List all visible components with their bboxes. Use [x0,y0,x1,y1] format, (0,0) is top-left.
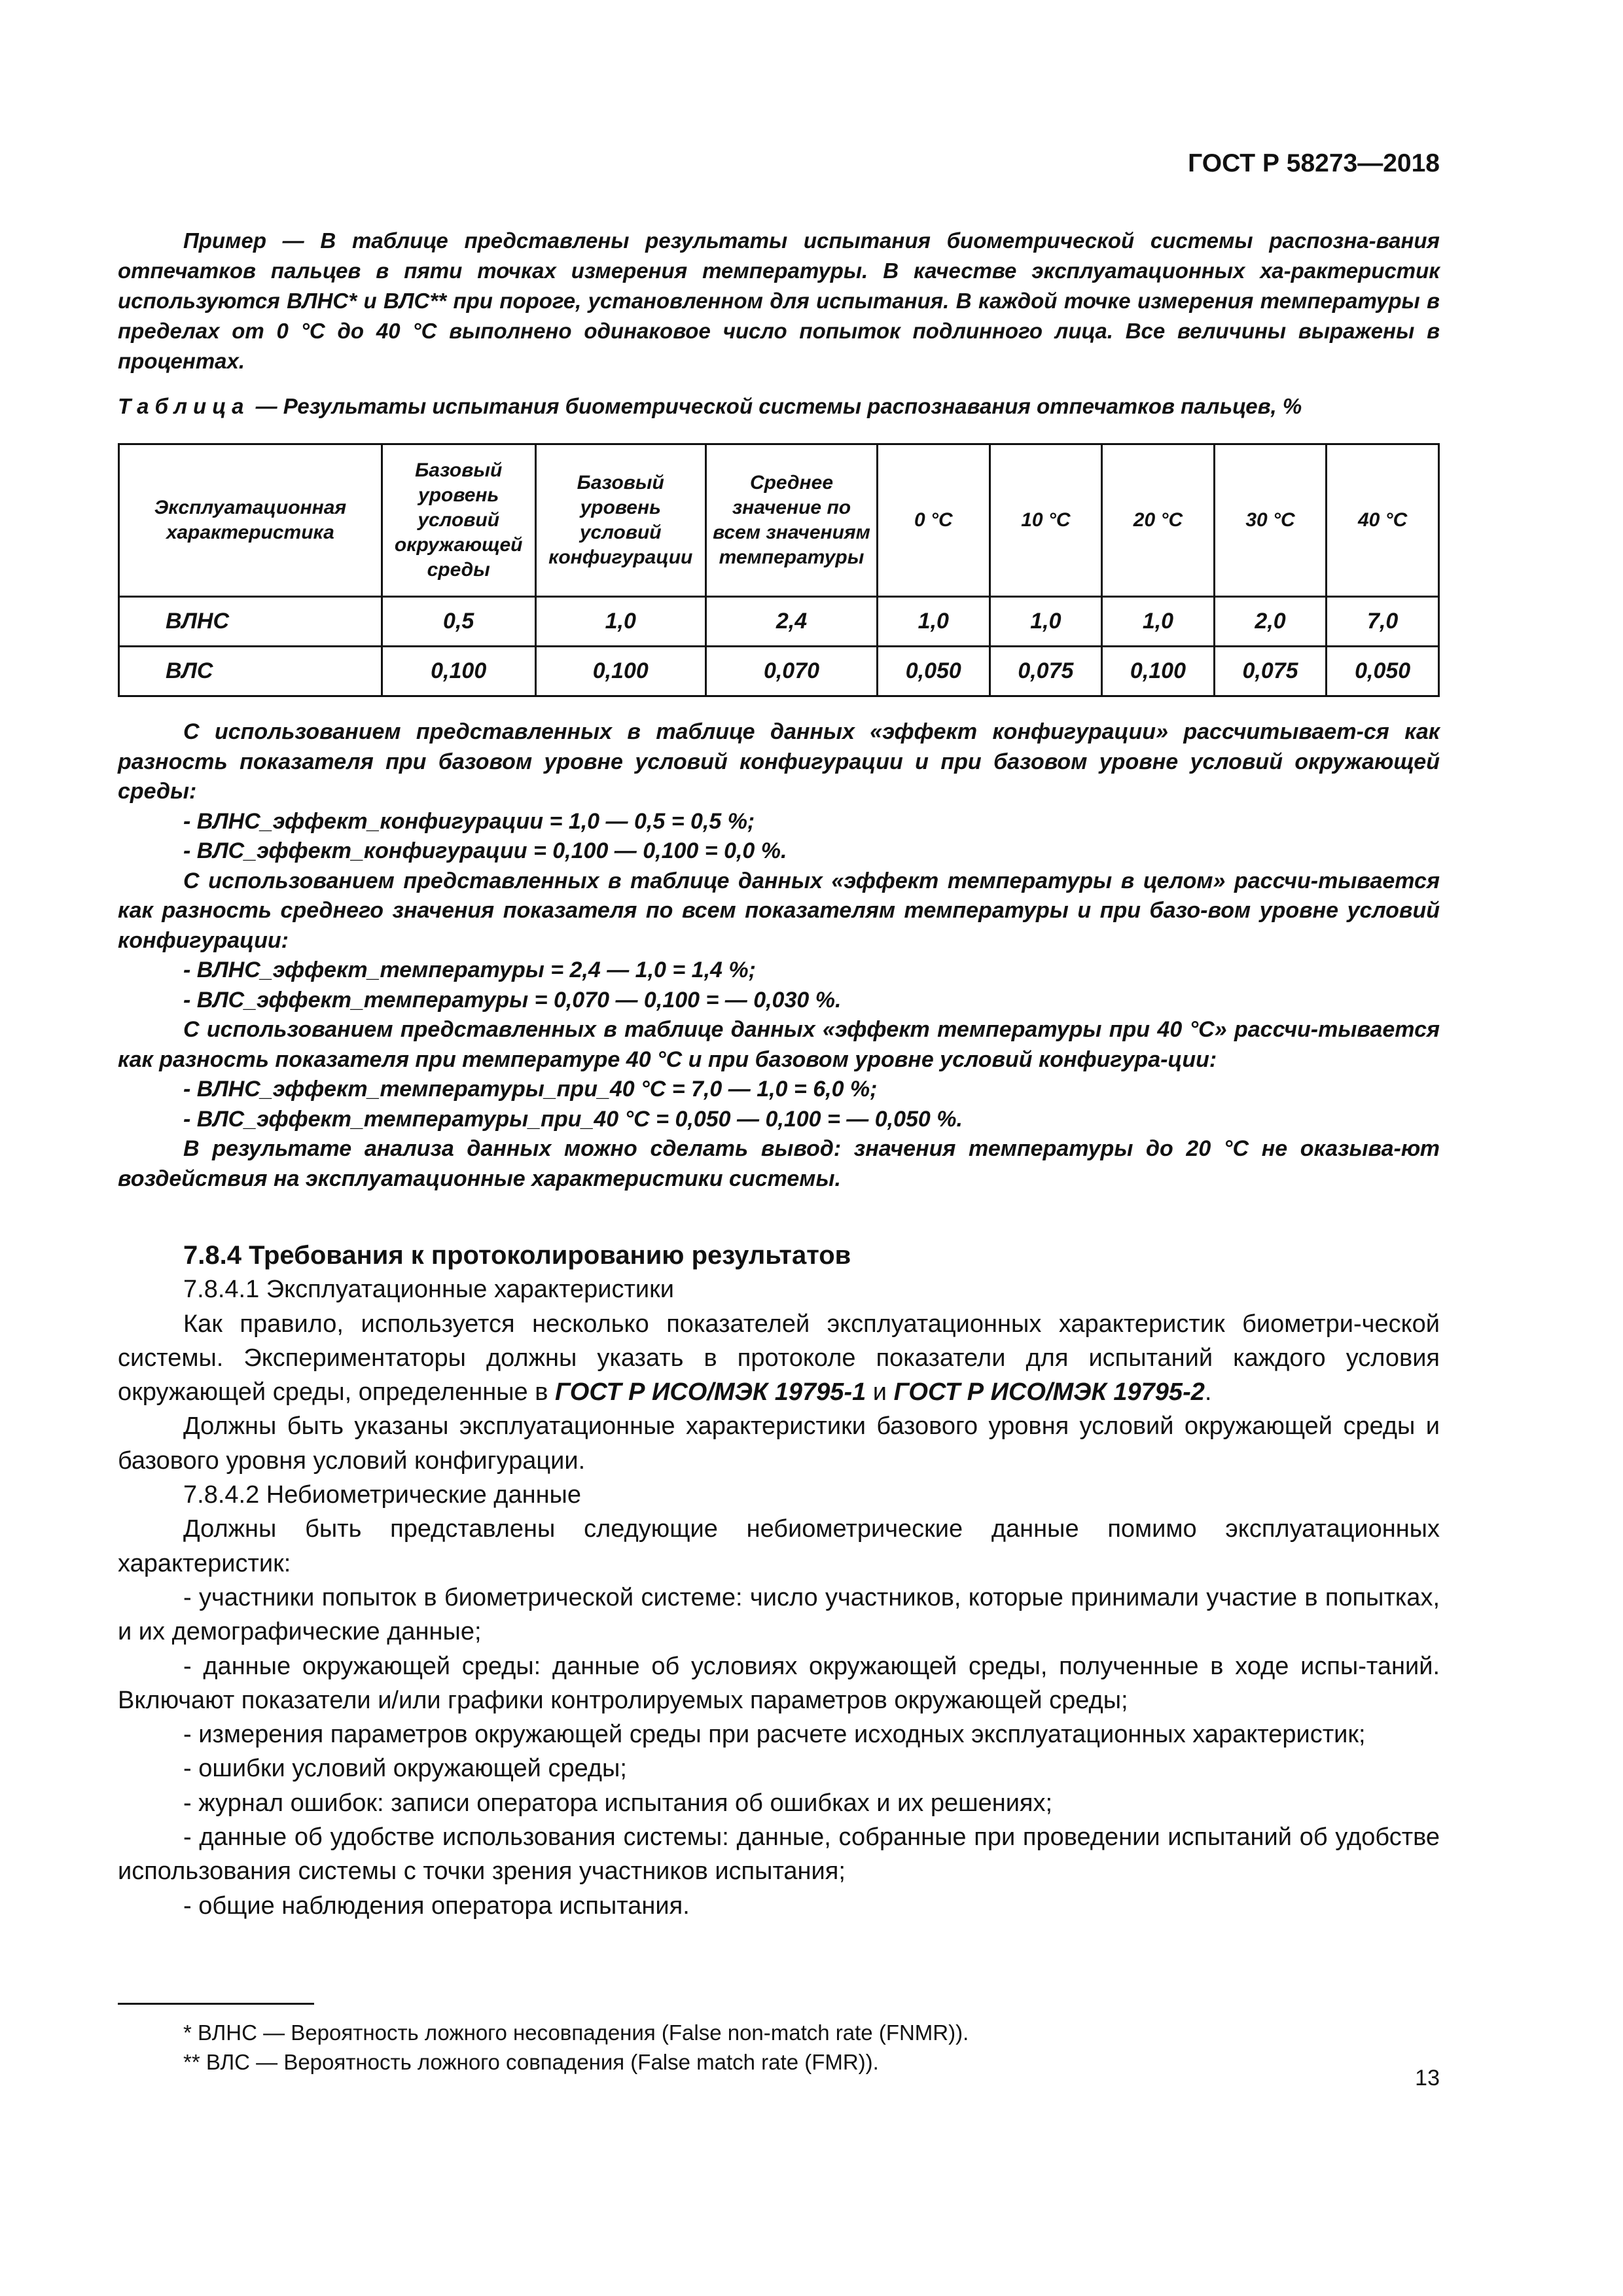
table-cell: 2,4 [705,597,877,647]
table-caption [118,391,1440,422]
header-cell: 0 °С [878,444,990,597]
example-paragraph: Пример — В таблице представлены результаты испытания биометрической системы распозна-вания отпечатков пальцев в пяти точках измерения температуры. В качестве эксплуатационных ха-рактеристик используются ВЛНС* и ВЛС** при пороге, установленном для испытания. В каждой точке измерения температуры в пределах от 0 °С до 40 °С выполнено одинаковое число попыток подлинного лица. Все величины выражены в процентах. [118,228,1440,373]
table-cell: 0,050 [878,647,990,696]
body-paragraph: Должны быть представлены следующие небиометрические данные помимо эксплуатационных характеристик: [118,1515,1440,1577]
section-title: 7.8.4 Требования к протоколированию результатов [183,1241,851,1270]
table-cell: 0,050 [1327,647,1439,696]
calc-formula: - ВЛНС_эффект_конфигурации = 1,0 — 0,5 = 0,5 %; [183,808,755,834]
row-label: ВЛС [119,647,382,696]
header-cell: 20 °С [1102,444,1215,597]
table-cell: 0,100 [1102,647,1215,696]
calc-formula: - ВЛНС_эффект_температуры_при_40 °С = 7,0 — 1,0 = 6,0 %; [183,1077,878,1102]
list-item: - данные об удобстве использования системы: данные, собранные при проведении испытаний об удобстве использования системы с точки зрения участников испытания; [118,1823,1440,1886]
row-label: ВЛНС [119,597,382,647]
header-cell: 40 °С [1327,444,1439,597]
table-row [119,597,1439,647]
subsection-title: 7.8.4.1 Эксплуатационные характеристики [183,1276,674,1304]
table-cell: 0,070 [705,647,877,696]
page-number: 13 [1415,2066,1440,2090]
calc-conclusion: В результате анализа данных можно сделать вывод: значения температуры до 20 °С не оказыва-ют воздействия на эксплуатационные характеристики системы. [118,1136,1440,1191]
footnote: ** ВЛС — Вероятность ложного совпадения (False match rate (FMR)). [183,2050,879,2074]
standard-reference: ГОСТ Р ИСО/МЭК 19795-1 [554,1378,866,1407]
table-cell: 2,0 [1214,597,1327,647]
table-cell: 0,5 [382,597,535,647]
table-cell: 7,0 [1327,597,1439,647]
table-caption-label: Таблица [118,394,250,418]
table-cell: 0,100 [535,647,705,696]
table-row [119,647,1439,696]
header-cell: Среднее значение по всем значениям температуры [705,444,877,597]
list-item: - ошибки условий окружающей среды; [183,1755,627,1783]
document-header [118,149,1440,188]
calc-paragraph: С использованием представленных в таблице данных «эффект конфигурации» рассчитывает-ся как разность показателя при базовом уровне условий конфигурации и при базовом уровне условий окружающей среды: [118,719,1440,804]
header-cell: Базовый уровень условий окружающей среды [382,444,535,597]
table-cell: 0,075 [1214,647,1327,696]
calc-paragraph: С использованием представленных в таблице данных «эффект температуры в целом» рассчи-тывается как разность среднего значения показателя по всем показателям температуры и при базо-вом уровне условий конфигурации: [118,868,1440,953]
footnote-divider [118,2003,314,2005]
body-paragraph: Должны быть указаны эксплуатационные характеристики базового уровня условий окружающей среды и базового уровня условий конфигурации. [118,1412,1440,1475]
section-body [118,1238,1440,1923]
table-cell: 1,0 [1102,597,1215,647]
calc-formula: - ВЛС_эффект_температуры = 0,070 — 0,100 = — 0,030 %. [183,987,842,1013]
table-cell: 1,0 [990,597,1102,647]
footnotes [118,2018,1440,2077]
calculation-block [118,717,1440,1194]
calc-formula: - ВЛС_эффект_температуры_при_40 °С = 0,050 — 0,100 = — 0,050 %. [183,1106,963,1132]
list-item: - журнал ошибок: записи оператора испытания об ошибках и их решениях; [183,1789,1053,1817]
table-header-row [119,444,1439,597]
standard-reference: ГОСТ Р ИСО/МЭК 19795-2 [893,1378,1205,1407]
subsection-title: 7.8.4.2 Небиометрические данные [183,1481,581,1509]
footnote: * ВЛНС — Вероятность ложного несовпадения (False non-match rate (FNMR)). [183,2020,969,2045]
table-cell: 1,0 [535,597,705,647]
results-table [118,443,1440,697]
calc-paragraph: С использованием представленных в таблице данных «эффект температуры при 40 °С» рассчи-тывается как разность показателя при температуре 40 °С и при базовом уровне условий конфигура-ции: [118,1017,1440,1072]
list-item: - общие наблюдения оператора испытания. [183,1892,690,1920]
standard-number: ГОСТ Р 58273—2018 [1188,149,1440,177]
header-cell: 10 °С [990,444,1102,597]
table-cell: 0,075 [990,647,1102,696]
calc-formula: - ВЛС_эффект_конфигурации = 0,100 — 0,100 = 0,0 %. [183,838,787,863]
table-cell: 1,0 [878,597,990,647]
list-item: - данные окружающей среды: данные об условиях окружающей среды, полученные в ходе испы-таний. Включают показатели и/или графики контролируемых параметров окружающей среды; [118,1652,1440,1714]
calc-formula: - ВЛНС_эффект_температуры = 2,4 — 1,0 = 1,4 %; [183,958,756,982]
list-item: - участники попыток в биометрической системе: число участников, которые принимали участие в попытках, и их демографические данные; [118,1583,1440,1646]
table-caption-text: — Результаты испытания биометрической системы распознавания отпечатков пальцев, % [249,394,1302,418]
table-cell: 0,100 [382,647,535,696]
header-cell: Эксплуатационная характеристика [119,444,382,597]
list-item: - измерения параметров окружающей среды при расчете исходных эксплуатационных характеристик; [183,1721,1366,1749]
header-cell: 30 °С [1214,444,1327,597]
header-cell: Базовый уровень условий конфигурации [535,444,705,597]
body-paragraph: Как правило, используется несколько показателей эксплуатационных характеристик биометри-ческой системы. Экспериментаторы должны указать в протоколе показатели для испытаний каждого условия окружающей среды, определенные в ГОСТ Р ИСО/МЭК 19795-1 и ГОСТ Р ИСО/МЭК 19795-2. [118,1310,1440,1407]
